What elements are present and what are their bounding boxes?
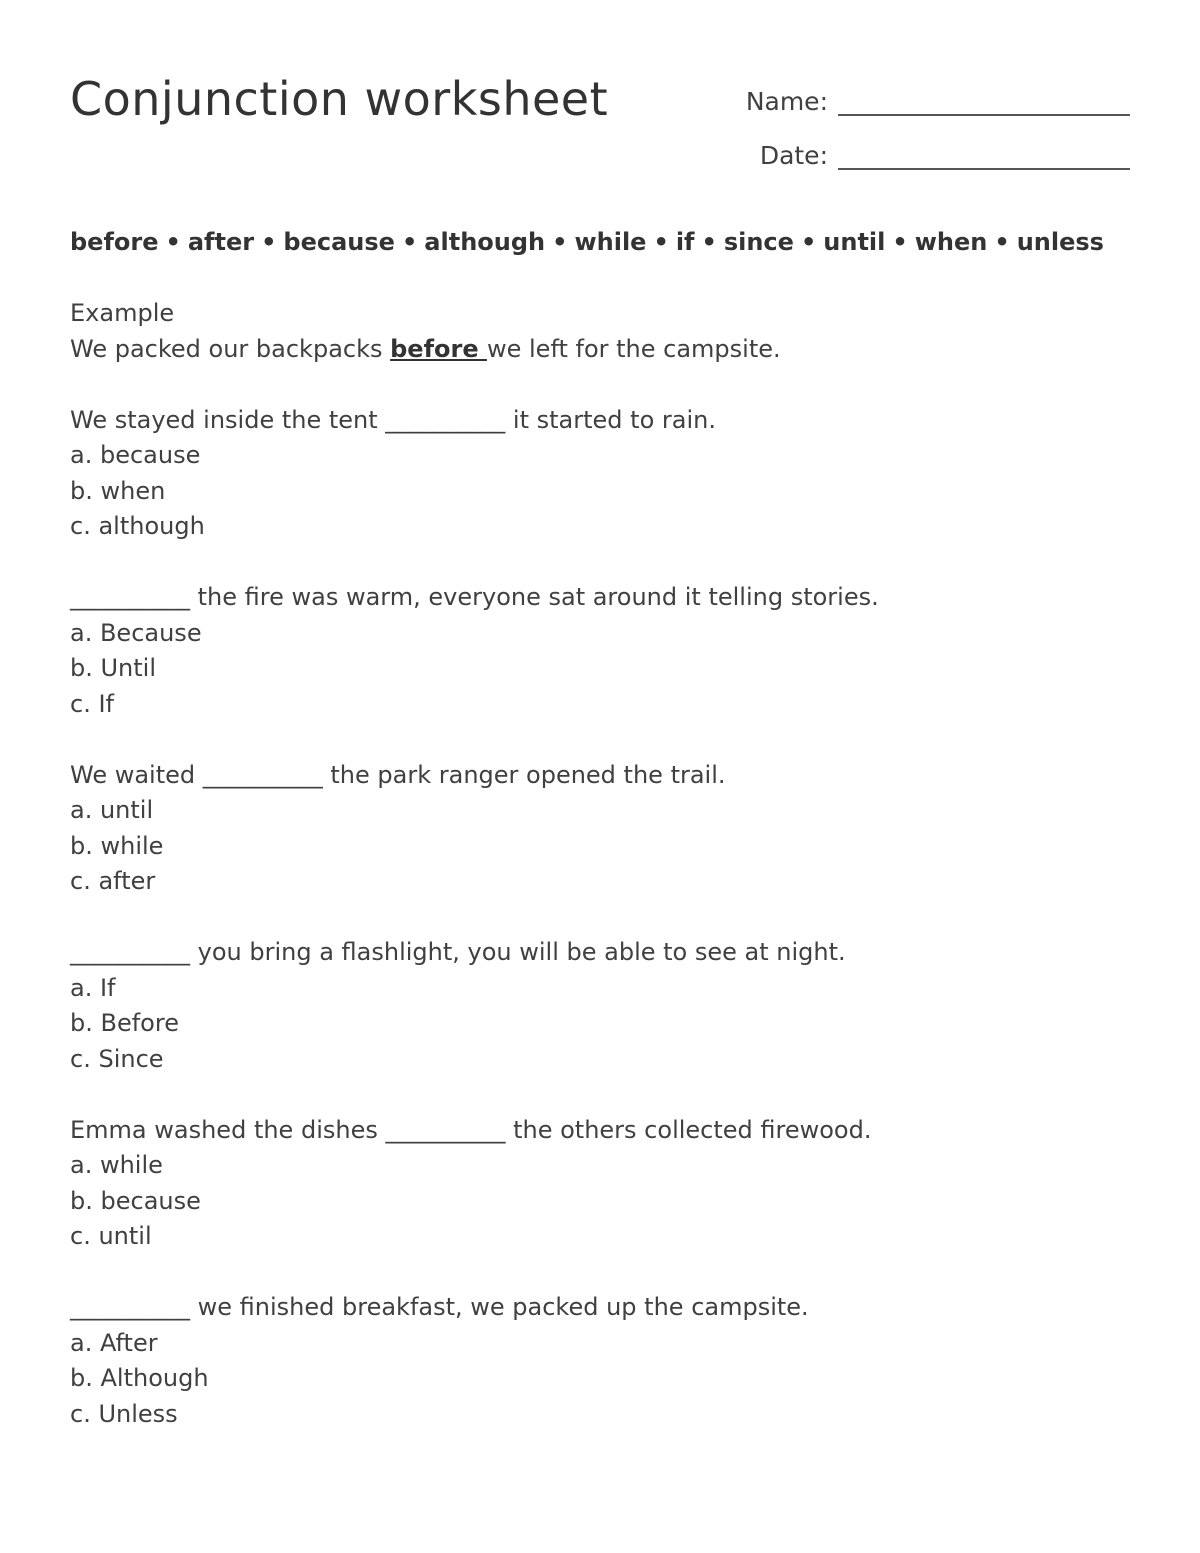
question-block bbox=[70, 758, 1150, 900]
word-bank-separator: • bbox=[552, 228, 568, 256]
question-list bbox=[70, 367, 1150, 1432]
example-text-after: we left for the campsite. bbox=[486, 334, 781, 363]
word-bank-separator: • bbox=[994, 228, 1010, 256]
answer-option[interactable]: c. Unless bbox=[70, 1399, 178, 1428]
answer-option[interactable]: a. while bbox=[70, 1151, 163, 1179]
answer-option[interactable]: a. If bbox=[70, 973, 116, 1002]
question-sentence: Emma washed the dishes __________ the others collected firewood. bbox=[70, 1115, 872, 1144]
word-bank-item: although bbox=[424, 228, 546, 256]
word-bank-item: until bbox=[823, 228, 886, 256]
word-bank-item: while bbox=[574, 228, 647, 256]
spacer bbox=[70, 1077, 1150, 1113]
spacer bbox=[70, 367, 1150, 403]
answer-option[interactable]: a. until bbox=[70, 796, 154, 824]
spacer bbox=[70, 900, 1150, 936]
spacer bbox=[70, 545, 1150, 581]
question-sentence: We stayed inside the tent __________ it started to rain. bbox=[70, 405, 716, 434]
answer-option[interactable]: c. although bbox=[70, 512, 205, 540]
word-bank-item: unless bbox=[1016, 228, 1104, 256]
word-bank-item: if bbox=[675, 228, 695, 256]
answer-option[interactable]: a. After bbox=[70, 1328, 158, 1357]
date-blank-line[interactable] bbox=[838, 130, 1130, 170]
example-answer: before bbox=[390, 334, 487, 363]
worksheet-body bbox=[70, 296, 1150, 1432]
answer-option[interactable]: a. because bbox=[70, 441, 201, 469]
word-bank bbox=[70, 228, 1104, 256]
answer-option[interactable]: b. when bbox=[70, 476, 166, 505]
answer-option[interactable]: b. Although bbox=[70, 1364, 209, 1392]
word-bank-item: since bbox=[723, 228, 794, 256]
word-bank-separator: • bbox=[401, 228, 418, 256]
answer-option[interactable]: b. Before bbox=[70, 1009, 179, 1037]
question-block bbox=[70, 403, 1150, 545]
word-bank-separator: • bbox=[892, 228, 908, 256]
date-label: Date: bbox=[759, 141, 828, 170]
word-bank-item: because bbox=[283, 228, 395, 256]
example-text-before: We packed our backpacks bbox=[70, 334, 391, 363]
page-title: Conjunction worksheet bbox=[70, 72, 609, 126]
example-sentence bbox=[70, 332, 1150, 368]
question-sentence: __________ the fire was warm, everyone sat around it telling stories. bbox=[70, 583, 879, 611]
question-block bbox=[70, 580, 1150, 722]
question-block bbox=[70, 1113, 1150, 1255]
question-sentence: __________ you bring a flashlight, you will be able to see at night. bbox=[70, 938, 846, 966]
answer-option[interactable]: c. after bbox=[70, 867, 156, 895]
word-bank-item: before bbox=[70, 228, 159, 256]
answer-option[interactable]: c. If bbox=[70, 689, 114, 718]
answer-option[interactable]: c. until bbox=[70, 1222, 152, 1250]
word-bank-separator: • bbox=[261, 228, 277, 256]
question-sentence: __________ we finished breakfast, we packed up the campsite. bbox=[70, 1293, 809, 1321]
question-block bbox=[70, 935, 1150, 1077]
word-bank-item: after bbox=[187, 228, 255, 256]
answer-option[interactable]: b. while bbox=[70, 831, 164, 860]
name-label: Name: bbox=[745, 87, 828, 116]
spacer bbox=[70, 1255, 1150, 1291]
name-field-row bbox=[740, 76, 1130, 116]
answer-option[interactable]: c. Since bbox=[70, 1044, 164, 1073]
word-bank-item: when bbox=[914, 228, 988, 256]
question-sentence: We waited __________ the park ranger opened the trail. bbox=[70, 760, 726, 789]
answer-option[interactable]: b. Until bbox=[70, 654, 157, 682]
answer-option[interactable]: b. because bbox=[70, 1186, 201, 1215]
spacer bbox=[70, 722, 1150, 758]
word-bank-separator: • bbox=[653, 228, 669, 256]
date-field-row bbox=[740, 130, 1130, 170]
answer-option[interactable]: a. Because bbox=[70, 618, 202, 647]
word-bank-separator: • bbox=[701, 228, 717, 256]
word-bank-separator: • bbox=[165, 228, 181, 256]
name-blank-line[interactable] bbox=[838, 76, 1130, 116]
example-label: Example bbox=[70, 299, 175, 327]
word-bank-separator: • bbox=[800, 228, 817, 256]
question-block bbox=[70, 1290, 1150, 1432]
